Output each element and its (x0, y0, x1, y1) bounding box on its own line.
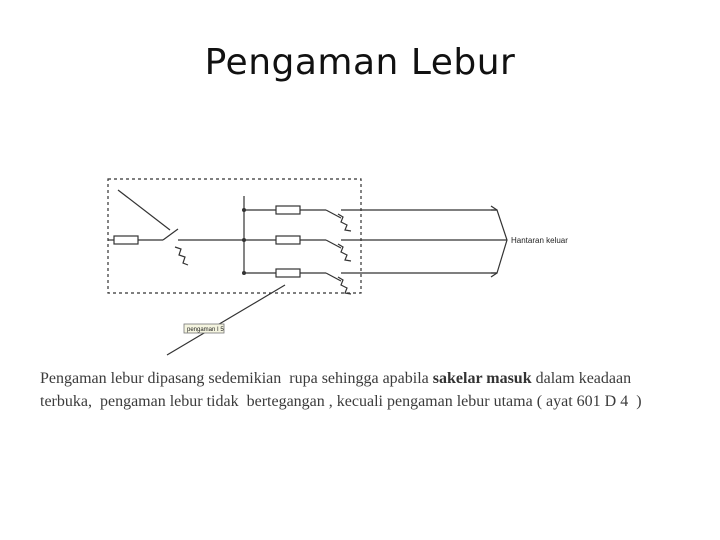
main-fuse (114, 236, 138, 244)
branch-1-fuse (276, 206, 300, 214)
main-switch-symbol (175, 247, 188, 265)
branch-2-switch-symbol (338, 244, 351, 261)
caption-text (40, 367, 680, 413)
incoming-diagonal-line (118, 190, 170, 230)
caption-part-1: Pengaman lebur dipasang sedemikian rupa sehingga apabila (40, 370, 433, 387)
caption-bold: sakelar masuk (432, 370, 532, 387)
output-label: Hantaran keluar (511, 236, 568, 245)
branch-3-fuse (276, 269, 300, 277)
panel-enclosure (108, 179, 361, 293)
branch-2-fuse (276, 236, 300, 244)
slide-title: Pengaman Lebur (204, 42, 516, 83)
callout-label: pengaman I 5 (187, 327, 224, 333)
caption-part-2: dalam keadaan terbuka, pengaman lebur tidak bertegangan , kecuali pengaman lebur utama ( ayat 601 D 4 ) (40, 370, 642, 410)
main-switch-blade (163, 229, 178, 240)
branch-3-switch-symbol (338, 277, 351, 294)
output-bracket (491, 210, 507, 273)
callout-line (167, 285, 285, 355)
branch-1-switch-symbol (338, 214, 351, 231)
